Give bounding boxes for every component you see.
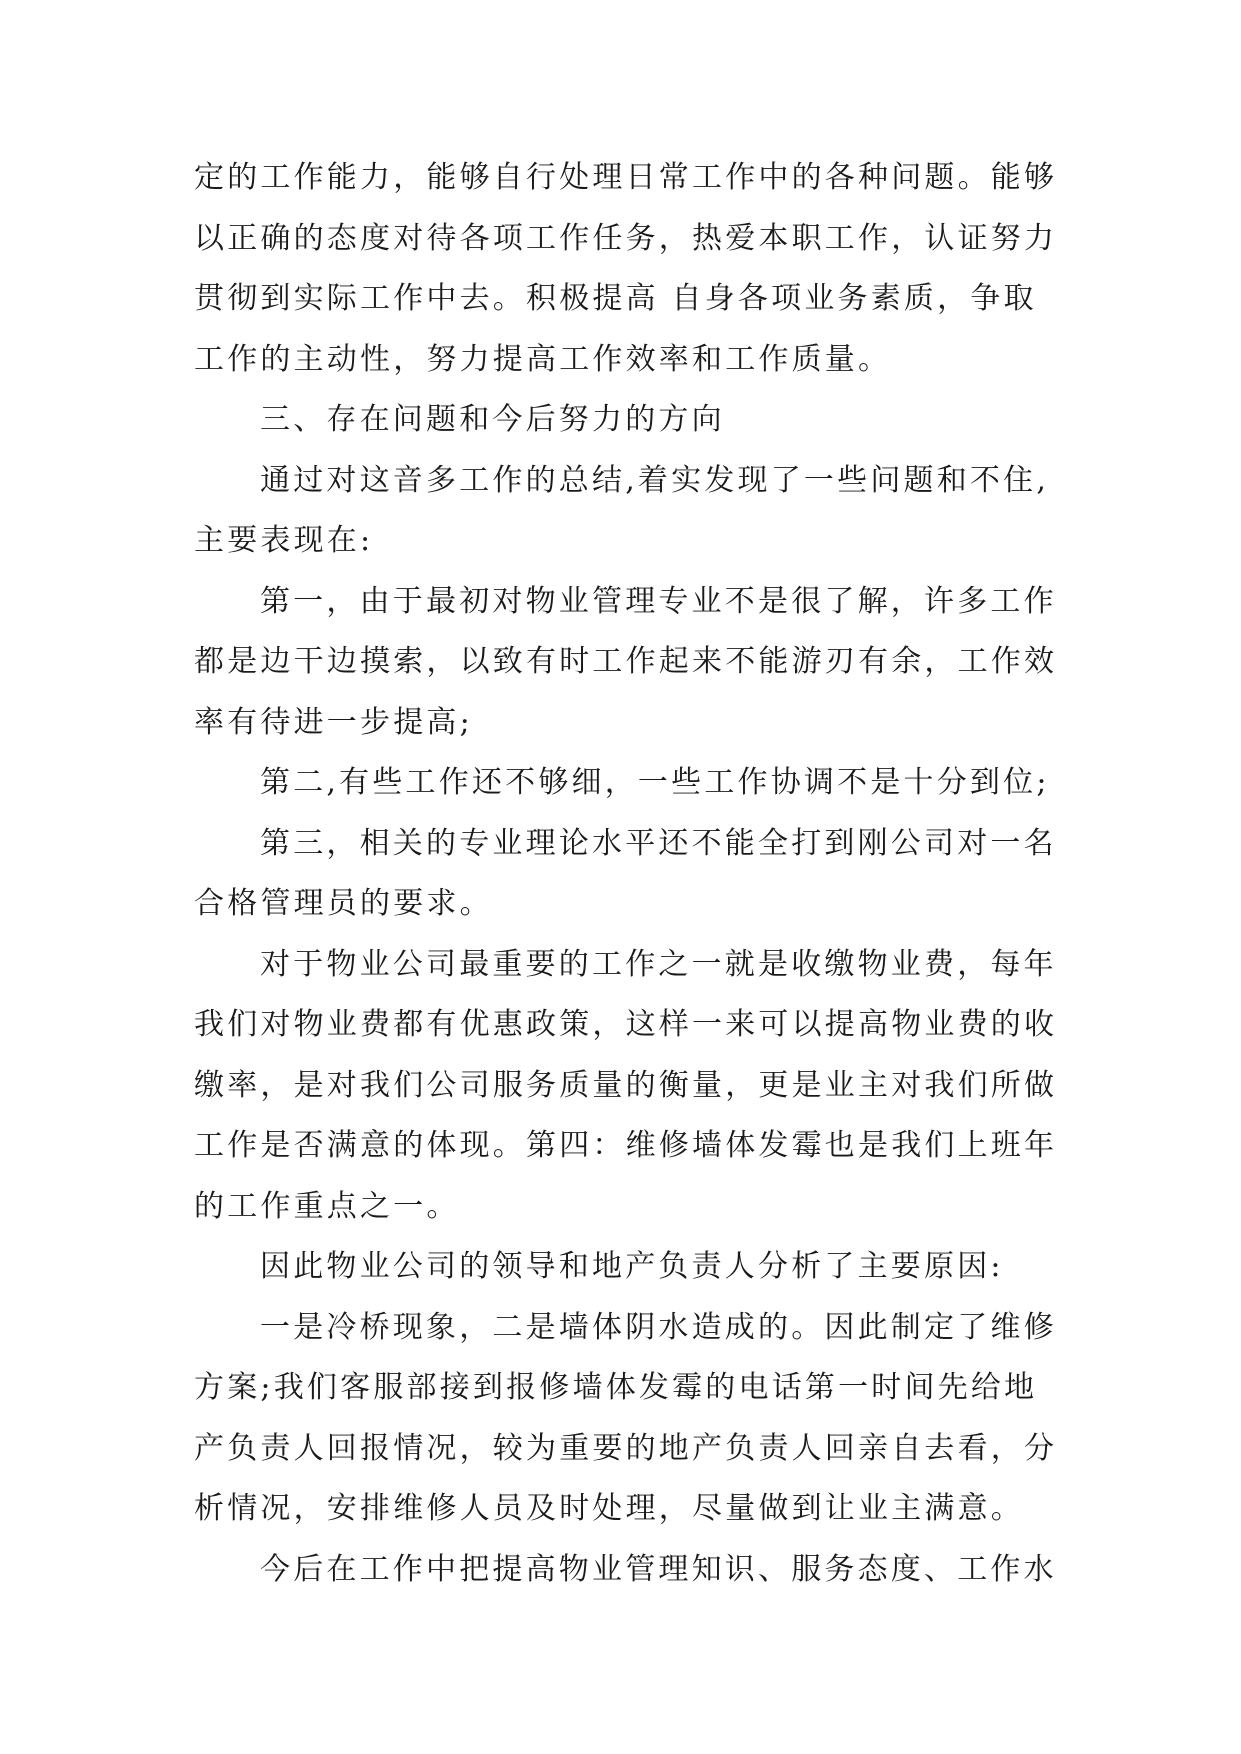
text-line: 工作的主动性，努力提高工作效率和工作质量。 bbox=[194, 341, 892, 377]
document-body bbox=[194, 148, 1058, 1600]
text-line: 的工作重点之一。 bbox=[194, 1188, 460, 1224]
text-line: 工作是否满意的体现。第四：维修墙体发霉也是我们上班年 bbox=[194, 1128, 1058, 1163]
text-line: 产负责人回报情况，较为重要的地产负责人回亲自去看，分 bbox=[194, 1430, 1058, 1466]
text-line: 今后在工作中把提高物业管理知识、服务态度、工作水 bbox=[260, 1551, 1057, 1587]
text-line: 我们对物业费都有优惠政策，这样一来可以提高物业费的收 bbox=[194, 1007, 1058, 1042]
text-line: 缴率，是对我们公司服务质量的衡量，更是业主对我们所做 bbox=[194, 1067, 1058, 1103]
text-line: 定的工作能力，能够自行处理日常工作中的各种问题。能够 bbox=[194, 160, 1058, 195]
text-line: 主要表现在: bbox=[194, 523, 374, 558]
text-line: 贯彻到实际工作中去。积极提高 自身各项业务素质，争取 bbox=[194, 281, 1037, 316]
text-line: 一是冷桥现象，二是墙体阴水造成的。因此制定了维修 bbox=[260, 1309, 1057, 1345]
text-line: 第三，相关的专业理论水平还不能全打到刚公司对一名 bbox=[260, 825, 1057, 861]
text-line: 合格管理员的要求。 bbox=[194, 886, 493, 921]
text-line: 析情况，安排维修人员及时处理，尽量做到让业主满意。 bbox=[194, 1491, 1024, 1526]
text-line: 率有待进一步提高; bbox=[194, 704, 473, 740]
text-line: 通过对这音多工作的总结,着实发现了一些问题和不住, bbox=[260, 462, 1050, 498]
text-line: 因此物业公司的领导和地产负责人分析了主要原因: bbox=[260, 1249, 1004, 1284]
text-line: 方案;我们客服部接到报修墙体发霉的电话第一时间先给地 bbox=[194, 1370, 1038, 1405]
text-line: 对于物业公司最重要的工作之一就是收缴物业费，每年 bbox=[260, 946, 1057, 982]
text-line: 第二,有些工作还不够细，一些工作协调不是十分到位; bbox=[260, 765, 1050, 800]
text-line: 以正确的态度对待各项工作任务，热爱本职工作，认证努力 bbox=[194, 220, 1058, 256]
text-line: 第一，由于最初对物业管理专业不是很了解，许多工作 bbox=[260, 583, 1057, 619]
text-line: 都是边干边摸索，以致有时工作起来不能游刃有余，工作效 bbox=[194, 644, 1058, 679]
section-heading: 三、存在问题和今后努力的方向 bbox=[260, 402, 725, 437]
